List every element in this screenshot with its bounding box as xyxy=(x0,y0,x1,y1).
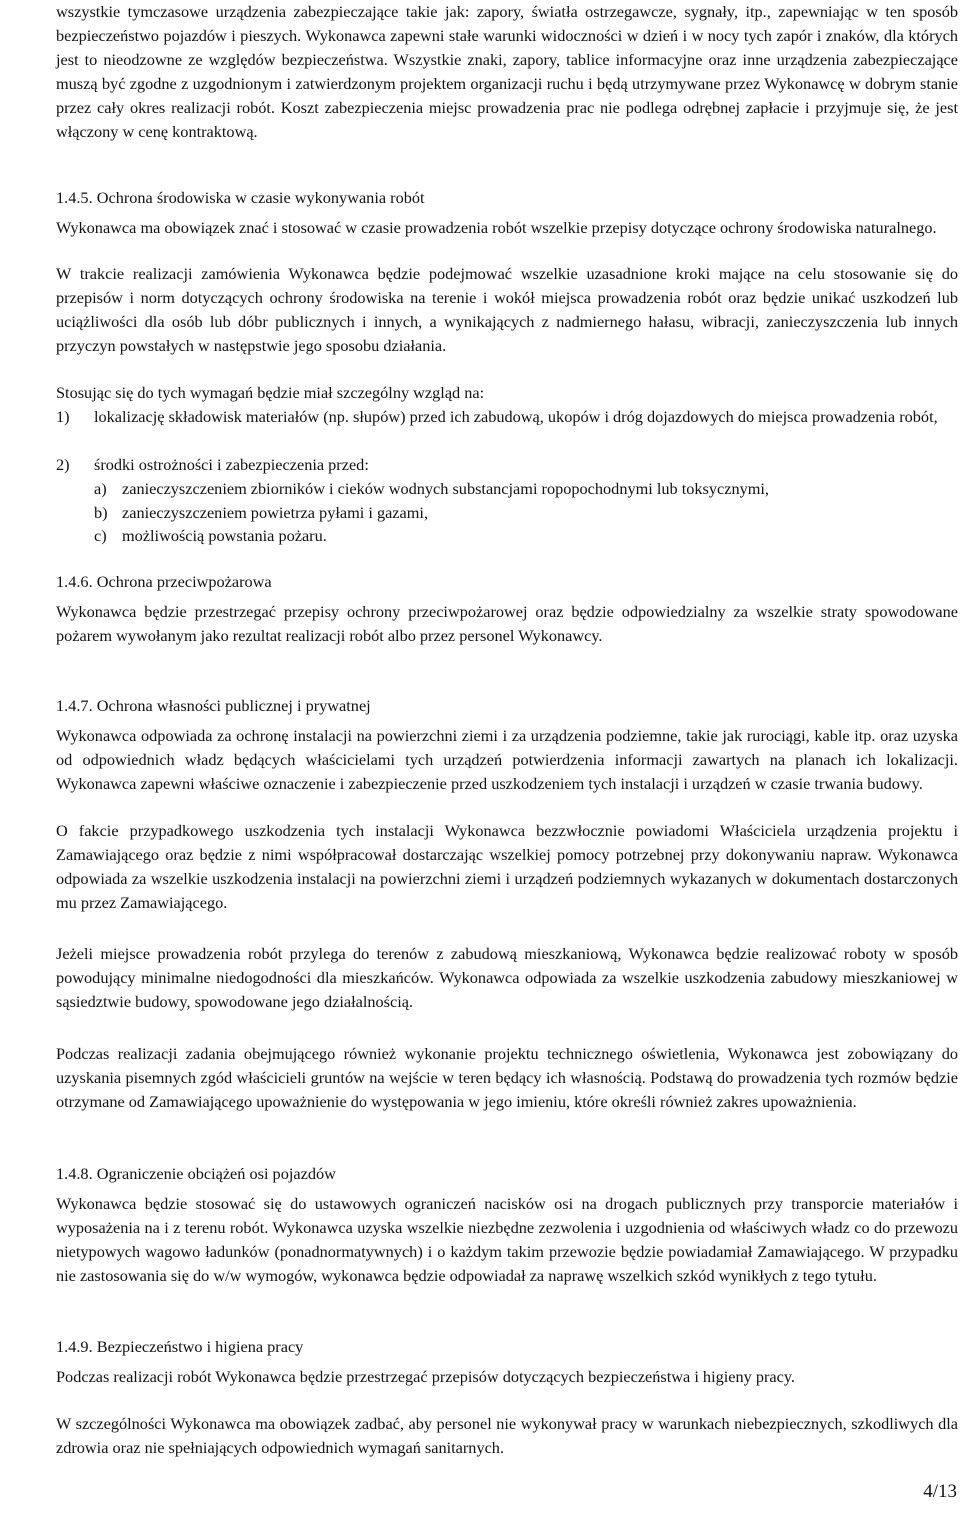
section-title: Bezpieczeństwo i higiena pracy xyxy=(96,1337,304,1356)
paragraph: Stosując się do tych wymagań będzie miał szczególny wzgląd na: xyxy=(56,383,485,402)
section-title: Ochrona środowiska w czasie wykonywania robót xyxy=(96,188,425,207)
section-title: Ochrona przeciwpożarowa xyxy=(96,572,272,591)
section-number: 1.4.6. xyxy=(56,572,93,591)
sublist-letter: c) xyxy=(94,526,107,545)
paragraph: Wykonawca będzie stosować się do ustawowych ograniczeń nacisków osi na drogach publicznych przy transporcie materiałów i wyposażenia na i z terenu robót. Wykonawca uzyska wszelkie niezbędne zezwolenia i uzgodnienia od właściwych władz co do przewozu nietypowych wagowo ładunków (ponadnormatywnych) i o każdym takim przewozie będzie powiadamiał Zamawiającego. W przypadku nie zastosowania się do w/w wymogów, wykonawca będzie odpowiadał za naprawę wszelkich szkód wynikłych z tego tytułu. xyxy=(56,1194,958,1285)
section-heading-1-4-6 xyxy=(56,570,936,594)
intro-paragraph: wszystkie tymczasowe urządzenia zabezpieczające takie jak: zapory, światła ostrzegawcze, sygnały, itp., zapewniając w ten sposób bezpieczeństwo pojazdów i pieszych. Wykonawca zapewni stałe warunki widoczności w dzień i w nocy tych zapór i znaków, dla których jest to nieodzowne ze względów bezpieczeństwa. Wszystkie znaki, zapory, tablice informacyjne oraz inne urządzenia zabezpieczające muszą być zgodne z uzgodnionym i zatwierdzonym projektem organizacji ruchu i będą utrzymywane przez Wykonawcę w dobrym stanie przez cały okres realizacji robót. Koszt zabezpieczenia miejsc prowadzenia prac nie podlega odrębnej zapłacie i przyjmuje się, że jest włączony w cenę kontraktową. xyxy=(56,2,958,141)
paragraph: W trakcie realizacji zamówienia Wykonawca będzie podejmować wszelkie uzasadnione kroki mające na celu stosowanie się do przepisów i norm dotyczących ochrony środowiska na terenie i wokół miejsca prowadzenia robót oraz będzie unikać uszkodzeń lub uciążliwości dla osób lub dóbr publicznych i innych, a wynikających z nadmiernego hałasu, wibracji, zanieczyszczenia lub innych przyczyn powstałych w następstwie jego sposobu działania. xyxy=(56,264,958,355)
section-heading-1-4-9 xyxy=(56,1335,936,1359)
list-number: 2) xyxy=(56,455,70,474)
section-number: 1.4.5. xyxy=(56,188,93,207)
sublist-text: zanieczyszczeniem zbiorników i cieków wodnych substancjami ropopochodnymi lub toksycznymi, xyxy=(122,479,770,498)
list-text: środki ostrożności i zabezpieczenia przed: xyxy=(94,455,369,474)
section-heading-1-4-7 xyxy=(56,694,936,718)
paragraph: Jeżeli miejsce prowadzenia robót przylega do terenów z zabudową mieszkaniową, Wykonawca będzie realizować roboty w sposób powodujący minimalne niedogodności dla mieszkańców. Wykonawca odpowiada za wszelkie uszkodzenia zabudowy mieszkaniowej w sąsiedztwie budowy, spowodowane jego działalnością. xyxy=(56,944,958,1011)
paragraph: Wykonawca ma obowiązek znać i stosować w czasie prowadzenia robót wszelkie przepisy dotyczące ochrony środowiska naturalnego. xyxy=(56,218,937,237)
paragraph: W szczególności Wykonawca ma obowiązek zadbać, aby personel nie wykonywał pracy w warunkach niebezpiecznych, szkodliwych dla zdrowia oraz nie spełniających odpowiednich wymagań sanitarnych. xyxy=(56,1414,958,1457)
sublist-text: możliwością powstania pożaru. xyxy=(122,526,327,545)
paragraph: Wykonawca odpowiada za ochronę instalacji na powierzchni ziemi i za urządzenia podziemne, takie jak rurociągi, kable itp. oraz uzyska od odpowiednich władz będących właścicielami tych urządzeń potwierdzenia informacji zawartych na planach ich lokalizacji. Wykonawca zapewni właściwe oznaczenie i zabezpieczenie przed uszkodzeniem tych instalacji i urządzeń w czasie trwania budowy. xyxy=(56,726,958,793)
section-number: 1.4.7. xyxy=(56,696,93,715)
paragraph: Wykonawca będzie przestrzegać przepisy ochrony przeciwpożarowej oraz będzie odpowiedzialny za wszelkie straty spowodowane pożarem wywołanym jako rezultat realizacji robót albo przez personel Wykonawcy. xyxy=(56,602,958,645)
section-title: Ochrona własności publicznej i prywatnej xyxy=(96,696,371,715)
sublist-letter: a) xyxy=(94,479,107,498)
section-heading-1-4-8 xyxy=(56,1162,936,1186)
section-heading-1-4-5 xyxy=(56,186,936,210)
section-number: 1.4.9. xyxy=(56,1337,93,1356)
list-number: 1) xyxy=(56,407,70,426)
paragraph: O fakcie przypadkowego uszkodzenia tych instalacji Wykonawca bezzwłocznie powiadomi Właściciela urządzenia projektu i Zamawiającego oraz będzie z nimi współpracował dostarczając wszelkiej pomocy potrzebnej przy dokonywaniu napraw. Wykonawca odpowiada za wszelkie uszkodzenia instalacji na powierzchni ziemi i urządzeń podziemnych wykazanych w dokumentach dostarczonych mu przez Zamawiającego. xyxy=(56,821,958,912)
section-number: 1.4.8. xyxy=(56,1164,93,1183)
list-text: lokalizację składowisk materiałów (np. słupów) przed ich zabudową, ukopów i dróg dojazdowych do miejsca prowadzenia robót, xyxy=(94,407,938,426)
sublist-text: zanieczyszczeniem powietrza pyłami i gazami, xyxy=(122,503,429,522)
section-title: Ograniczenie obciążeń osi pojazdów xyxy=(96,1164,336,1183)
paragraph: Podczas realizacji zadania obejmującego również wykonanie projektu technicznego oświetlenia, Wykonawca jest zobowiązany do uzyskania pisemnych zgód właścicieli gruntów na wejście w teren będący ich własnością. Podstawą do prowadzenia tych rozmów będzie otrzymane od Zamawiającego upoważnienie do występowania w jego imieniu, które określi również zakres upoważnienia. xyxy=(56,1044,958,1111)
sublist-letter: b) xyxy=(94,503,108,522)
page-number: 4/13 xyxy=(923,1481,957,1502)
paragraph: Podczas realizacji robót Wykonawca będzie przestrzegać przepisów dotyczących bezpieczeństwa i higieny pracy. xyxy=(56,1367,796,1386)
